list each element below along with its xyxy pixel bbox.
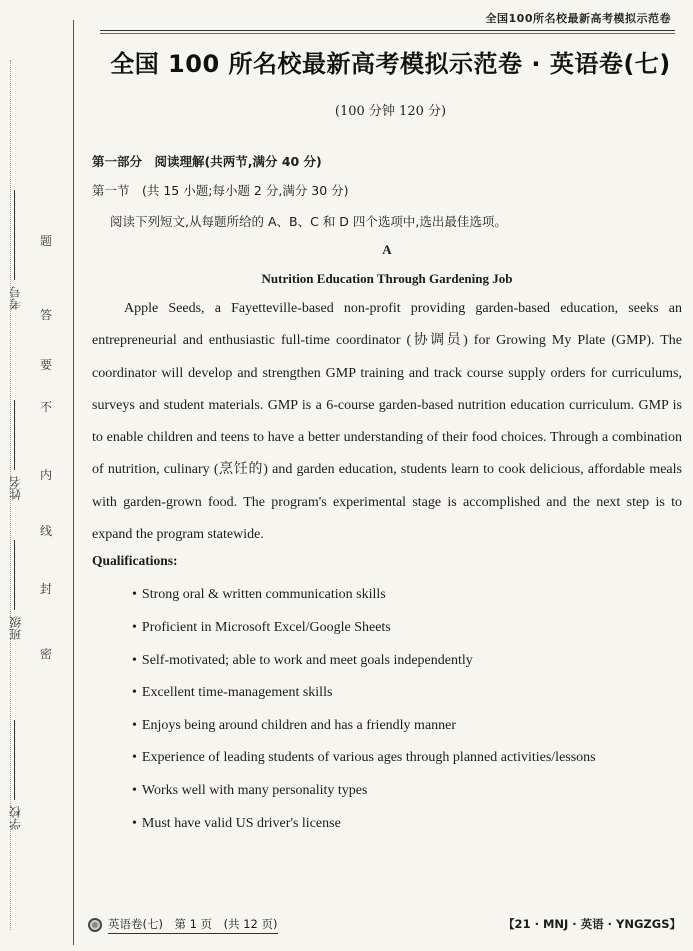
seal-char: 题 (39, 234, 52, 248)
seal-char: 要 (39, 358, 52, 372)
header-rule-thin (100, 33, 675, 34)
footer-left (88, 916, 278, 934)
seal-char: 答 (39, 308, 52, 322)
page-footer (88, 912, 681, 940)
running-header: 全国100所名校最新高考模拟示范卷 (485, 12, 671, 25)
binding-margin (0, 0, 88, 951)
list-item: • Must have valid US driver's license (132, 808, 682, 841)
seal-char: 密 (39, 647, 52, 661)
paper-title: 全国 100 所名校最新高考模拟示范卷 · 英语卷(七) (110, 50, 671, 78)
name-blank[interactable] (15, 400, 16, 470)
seal-char: 线 (39, 524, 52, 538)
disc-icon (88, 918, 102, 932)
school-blank[interactable] (15, 720, 16, 800)
seal-char: 封 (39, 582, 52, 596)
footer-page-info: 英语卷(七) 第 1 页 (共 12 页) (108, 916, 278, 934)
section-heading: 第一节 (共 15 小题;每小题 2 分,满分 30 分) (92, 183, 349, 198)
exam-number-label: 考号 (8, 286, 23, 310)
seal-char: 不 (39, 400, 52, 414)
school-field[interactable] (4, 700, 26, 830)
list-item: • Self-motivated; able to work and meet goals independently (132, 645, 682, 678)
list-item: • Proficient in Microsoft Excel/Google Sheets (132, 612, 682, 645)
header-rule (100, 30, 675, 31)
qualifications-heading: Qualifications: (92, 553, 178, 569)
list-item: • Experience of leading students of various ages through planned activities/lessons (132, 742, 682, 775)
part-heading: 第一部分 阅读理解(共两节,满分 40 分) (92, 154, 322, 169)
passage-label: A (382, 242, 392, 257)
name-label: 姓名 (8, 476, 23, 500)
paper-subtitle: (100 分钟 120 分) (334, 104, 447, 119)
qualifications-list (92, 579, 682, 840)
class-field[interactable] (4, 520, 26, 640)
list-item: • Strong oral & written communication skills (132, 579, 682, 612)
list-item: • Excellent time-management skills (132, 677, 682, 710)
list-item: • Enjoys being around children and has a friendly manner (132, 710, 682, 743)
class-label: 班级 (8, 616, 23, 640)
instruction-text: 阅读下列短文,从每题所给的 A、B、C 和 D 四个选项中,选出最佳选项。 (110, 214, 507, 229)
school-label: 学校 (8, 806, 23, 830)
name-field[interactable] (4, 380, 26, 500)
class-blank[interactable] (15, 540, 16, 610)
passage-body: Apple Seeds, a Fayetteville-based non-profit providing garden-based education, seeks an entrepreneurial and enthusiastic full-time coordinator (协调员) for Growing My Plate (GMP). The coordinator will develop and strengthen GMP training and track course supply orders for curriculums, surveys and student materials. GMP is a 6-course garden-based nutrition education curriculum. GMP is to enable children and teens to have a better understanding of their food choices. Through a combination of nutrition, culinary (烹饪的) and garden education, students learn to cook delicious, affordable meals with garden-grown food. The program's experimental stage is accomplished and the next step is to expand the program statewide. (92, 301, 682, 543)
exam-number-field[interactable] (4, 170, 26, 310)
main-content (92, 152, 682, 840)
list-item: • Works well with many personality types (132, 775, 682, 808)
binding-line (73, 20, 74, 945)
seal-char: 内 (39, 468, 52, 482)
exam-number-blank[interactable] (15, 190, 16, 280)
footer-code: 【21 · MNJ · 英语 · YNGZGS】 (503, 917, 681, 931)
passage-title: Nutrition Education Through Gardening Job (261, 271, 513, 286)
